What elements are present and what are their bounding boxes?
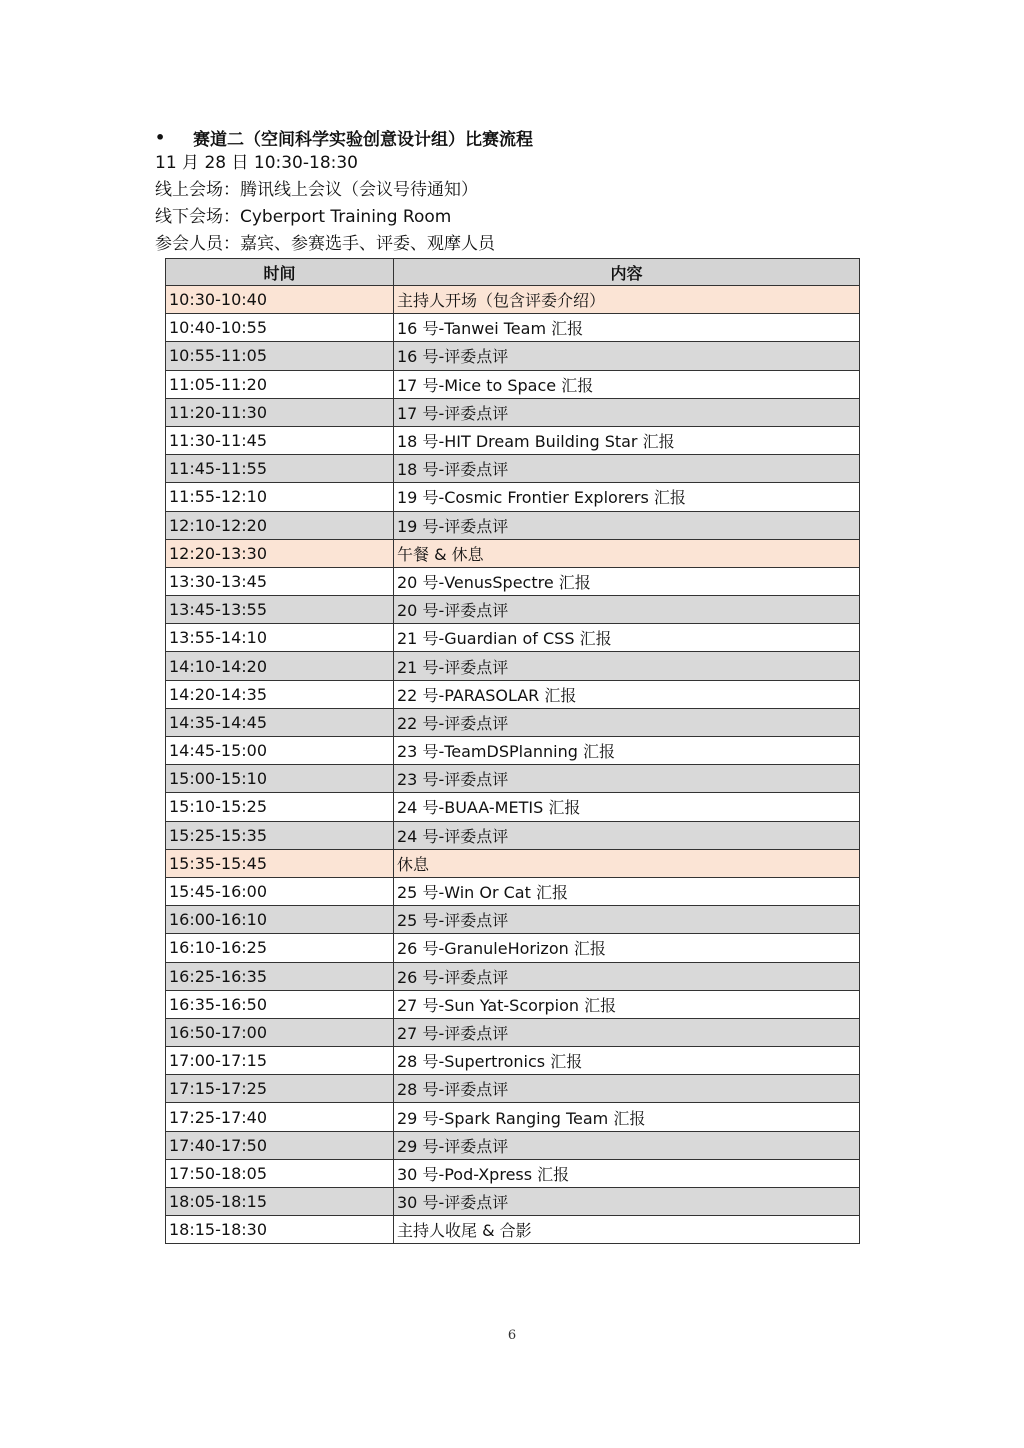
table-row [166, 596, 860, 624]
table-row [166, 511, 860, 539]
content-cell: 22 号-PARASOLAR 汇报 [394, 680, 860, 708]
time-cell: 11:05-11:20 [166, 370, 394, 398]
time-cell: 15:35-15:45 [166, 849, 394, 877]
time-cell: 10:55-11:05 [166, 342, 394, 370]
time-cell: 13:45-13:55 [166, 596, 394, 624]
time-cell: 11:20-11:30 [166, 398, 394, 426]
header-time: 时间 [166, 259, 394, 286]
table-row [166, 483, 860, 511]
page-number: 6 [507, 1328, 517, 1343]
content-cell: 休息 [394, 849, 860, 877]
time-cell: 11:30-11:45 [166, 426, 394, 454]
table-row [166, 821, 860, 849]
table-row [166, 934, 860, 962]
content-cell: 24 号-BUAA-METIS 汇报 [394, 793, 860, 821]
content-cell: 26 号-GranuleHorizon 汇报 [394, 934, 860, 962]
time-cell: 14:35-14:45 [166, 708, 394, 736]
time-cell: 17:15-17:25 [166, 1075, 394, 1103]
time-cell: 15:00-15:10 [166, 765, 394, 793]
time-cell: 12:10-12:20 [166, 511, 394, 539]
table-row [166, 455, 860, 483]
time-cell: 16:25-16:35 [166, 962, 394, 990]
content-cell: 21 号-评委点评 [394, 652, 860, 680]
table-row [166, 567, 860, 595]
time-cell: 11:45-11:55 [166, 455, 394, 483]
content-cell: 30 号-评委点评 [394, 1188, 860, 1216]
table-row [166, 1018, 860, 1046]
content-cell: 25 号-评委点评 [394, 906, 860, 934]
time-cell: 14:20-14:35 [166, 680, 394, 708]
online-venue-line: 线上会场：腾讯线上会议（会议号待通知） [155, 180, 478, 200]
time-cell: 15:45-16:00 [166, 877, 394, 905]
content-cell: 21 号-Guardian of CSS 汇报 [394, 624, 860, 652]
table-row [166, 793, 860, 821]
table-header-row [166, 259, 860, 286]
date-time-line: 11 月 28 日 10:30-18:30 [155, 153, 358, 173]
table-row [166, 906, 860, 934]
content-cell: 19 号-Cosmic Frontier Explorers 汇报 [394, 483, 860, 511]
content-cell: 29 号-评委点评 [394, 1131, 860, 1159]
time-cell: 15:25-15:35 [166, 821, 394, 849]
time-cell: 15:10-15:25 [166, 793, 394, 821]
table-row [166, 765, 860, 793]
table-row [166, 708, 860, 736]
table-row [166, 1216, 860, 1244]
table-row [166, 737, 860, 765]
table-row [166, 426, 860, 454]
schedule-table [165, 258, 860, 1244]
time-cell: 10:30-10:40 [166, 286, 394, 314]
content-cell: 24 号-评委点评 [394, 821, 860, 849]
table-row [166, 1047, 860, 1075]
content-cell: 25 号-Win Or Cat 汇报 [394, 877, 860, 905]
time-cell: 17:25-17:40 [166, 1103, 394, 1131]
content-cell: 20 号-评委点评 [394, 596, 860, 624]
header-content: 内容 [394, 259, 860, 286]
content-cell: 30 号-Pod-Xpress 汇报 [394, 1159, 860, 1187]
table-row [166, 314, 860, 342]
content-cell: 28 号-评委点评 [394, 1075, 860, 1103]
time-cell: 16:35-16:50 [166, 990, 394, 1018]
table-row [166, 1075, 860, 1103]
table-row [166, 1131, 860, 1159]
time-cell: 12:20-13:30 [166, 539, 394, 567]
content-cell: 17 号-评委点评 [394, 398, 860, 426]
table-row [166, 1188, 860, 1216]
table-row [166, 680, 860, 708]
table-row [166, 990, 860, 1018]
time-cell: 14:10-14:20 [166, 652, 394, 680]
time-cell: 10:40-10:55 [166, 314, 394, 342]
time-cell: 11:55-12:10 [166, 483, 394, 511]
content-cell: 23 号-TeamDSPlanning 汇报 [394, 737, 860, 765]
time-cell: 16:50-17:00 [166, 1018, 394, 1046]
content-cell: 27 号-Sun Yat-Scorpion 汇报 [394, 990, 860, 1018]
content-cell: 主持人收尾 & 合影 [394, 1216, 860, 1244]
content-cell: 16 号-评委点评 [394, 342, 860, 370]
content-cell: 18 号-HIT Dream Building Star 汇报 [394, 426, 860, 454]
offline-venue-line: 线下会场：Cyberport Training Room [155, 207, 452, 227]
time-cell: 17:00-17:15 [166, 1047, 394, 1075]
table-row [166, 398, 860, 426]
time-cell: 16:10-16:25 [166, 934, 394, 962]
schedule-body [166, 286, 860, 1244]
content-cell: 29 号-Spark Ranging Team 汇报 [394, 1103, 860, 1131]
table-row [166, 539, 860, 567]
time-cell: 18:15-18:30 [166, 1216, 394, 1244]
table-row [166, 286, 860, 314]
content-cell: 16 号-Tanwei Team 汇报 [394, 314, 860, 342]
table-row [166, 342, 860, 370]
table-row [166, 1103, 860, 1131]
time-cell: 18:05-18:15 [166, 1188, 394, 1216]
content-cell: 18 号-评委点评 [394, 455, 860, 483]
table-row [166, 1159, 860, 1187]
time-cell: 17:50-18:05 [166, 1159, 394, 1187]
content-cell: 午餐 & 休息 [394, 539, 860, 567]
content-cell: 主持人开场（包含评委介绍） [394, 286, 860, 314]
content-cell: 19 号-评委点评 [394, 511, 860, 539]
table-row [166, 370, 860, 398]
time-cell: 13:30-13:45 [166, 567, 394, 595]
content-cell: 22 号-评委点评 [394, 708, 860, 736]
attendees-line: 参会人员：嘉宾、参赛选手、评委、观摩人员 [155, 234, 495, 254]
bullet-icon: • [155, 127, 166, 147]
table-row [166, 962, 860, 990]
section-heading [155, 124, 533, 150]
section-title: 赛道二（空间科学实验创意设计组）比赛流程 [193, 129, 533, 150]
content-cell: 17 号-Mice to Space 汇报 [394, 370, 860, 398]
content-cell: 28 号-Supertronics 汇报 [394, 1047, 860, 1075]
content-cell: 27 号-评委点评 [394, 1018, 860, 1046]
content-cell: 26 号-评委点评 [394, 962, 860, 990]
table-row [166, 849, 860, 877]
time-cell: 16:00-16:10 [166, 906, 394, 934]
table-row [166, 877, 860, 905]
time-cell: 17:40-17:50 [166, 1131, 394, 1159]
table-row [166, 624, 860, 652]
content-cell: 23 号-评委点评 [394, 765, 860, 793]
content-cell: 20 号-VenusSpectre 汇报 [394, 567, 860, 595]
table-row [166, 652, 860, 680]
time-cell: 14:45-15:00 [166, 737, 394, 765]
time-cell: 13:55-14:10 [166, 624, 394, 652]
